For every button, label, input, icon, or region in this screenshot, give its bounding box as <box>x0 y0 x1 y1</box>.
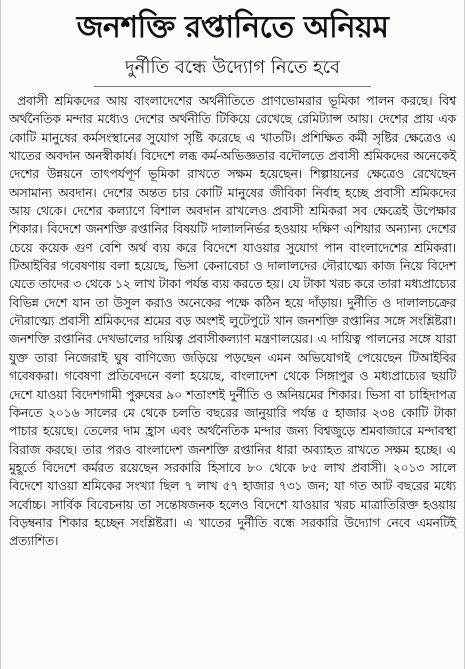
subheadline-divider <box>94 86 371 87</box>
article-body: প্রবাসী শ্রমিকদের আয় বাংলাদেশের অর্থনীতিতে প্রাণভোমরার ভূমিকা পালন করছে। বিশ্ব অর্থনৈতিক মন্দার মধ্যেও দেশের অর্থনীতি টিকিয়ে রেখেছে রেমিট্যান্স আয়। দেশের প্রায় এক কোটি মানুষের কর্মসংস্থানের সুযোগ সৃষ্টি করেছে এ খাতটি। প্রশিক্ষিত কর্মী সৃষ্টির ক্ষেত্রেও এ খাতের অবদান অনস্বীকার্য। বিদেশে লব্ধ কর্ম-অভিজ্ঞতার বদৌলতে প্রবাসী শ্রমিকদের অনেকেই দেশের উন্নয়নে তাৎপর্যপূর্ণ ভূমিকা রাখতে সক্ষম হয়েছেন। শিল্পায়নের ক্ষেত্রেও রেখেছেন অসামান্য অবদান। দেশের অন্তত চার কোটি মানুষের জীবিকা নির্বাহ হচ্ছে প্রবাসী শ্রমিকদের আয় থেকে। দেশের কল্যাণে বিশাল অবদান রাখলেও প্রবাসী শ্রমিকরা সব ক্ষেত্রেই উপেক্ষার শিকার। বিদেশে জনশক্তি রপ্তানির বিষয়টি দালালনির্ভর হওয়ায় দক্ষিণ এশিয়ার অন্যান্য দেশের চেয়ে কয়েক গুণ বেশি অর্থ ব্যয় করে বিদেশে যাওয়ার সুযোগ পান বাংলাদেশের শ্রমিকরা। টিআইবির গবেষণায় বলা হয়েছে, ভিসা কেনাবেচা ও দালালদের দৌরাত্ম্যে কাজ নিয়ে বিদেশ যেতে তাদের ৩ থেকে ১২ লাখ টাকা পর্যন্ত ব্যয় করতে হয়। যে টাকা খরচ করে তারা মধ্যপ্রাচ্যের বিভিন্ন দেশে যান তা উসুল করাও অনেকের পক্ষে কঠিন হয়ে দাঁড়ায়। দুর্নীতি ও দালালচক্রের দৌরাত্ম্যে প্রবাসী শ্রমিকদের শ্রমের বড় অংশই লুটেপুটে খান জনশক্তি রপ্তানির সঙ্গে সংশ্লিষ্টরা। জনশক্তি রপ্তানির দেখভালের দায়িত্ব প্রবাসীকল্যাণ মন্ত্রণালয়ের। এ দায়িত্ব পালনের সঙ্গে যারা যুক্ত তারা নিজেরাই ঘুষ বাণিজ্যে জড়িয়ে পড়ছেন এমন অভিযোগই পেয়েছেন টিআইবির গবেষকরা। গবেষণা প্রতিবেদনে বলা হয়েছে, বাংলাদেশ থেকে সিঙ্গাপুর ও মধ্যপ্রাচ্যের ছয়টি দেশে যাওয়া বিদেশগামী পুরুষের ৯০ শতাংশই দুর্নীতি ও অনিয়মের শিকার। ভিসা বা চাহিদাপত্র কিনতে ২০১৬ সালের মে থেকে চলতি বছরের জানুয়ারি পর্যন্ত ৫ হাজার ২৩৪ কোটি টাকা পাচার হয়েছে। তেলের দাম হ্রাস এবং অর্থনৈতিক মন্দার জন্য বিশ্বজুড়ে শ্রমবাজারে মন্দাবস্থা বিরাজ করছে। তার পরও বাংলাদেশ জনশক্তি রপ্তানির ধারা অব্যাহত রাখতে সক্ষম হচ্ছে। এ মুহূর্তে বিদেশে কর্মরত রয়েছেন সরকারি হিসাবে ৮০ থেকে ৮৫ লাখ প্রবাসী। ২০১৩ সালে বিদেশে যাওয়া শ্রমিকের সংখ্যা ছিল ৭ লাখ ৫৭ হাজার ৭৩১ জন; যা গত আট বছরের মধ্যে সর্বোচ্চ। সার্বিক বিবেচনায় তা সন্তোষজনক হলেও বিদেশে যাওয়ার খরচ মাত্রাতিরিক্ত হওয়ায় বিড়ম্বনার শিকার হচ্ছেন সংশ্লিষ্টরা। এ খাতের দুর্নীতি বন্ধে সরকারি উদ্যোগ নেবে এমনটিই প্রত্যাশিত। <box>9 94 456 549</box>
headline: জনশক্তি রপ্তানিতে অনিয়ম <box>76 10 389 45</box>
subheadline: দুর্নীতি বন্ধে উদ্যোগ নিতে হবে <box>125 57 340 78</box>
